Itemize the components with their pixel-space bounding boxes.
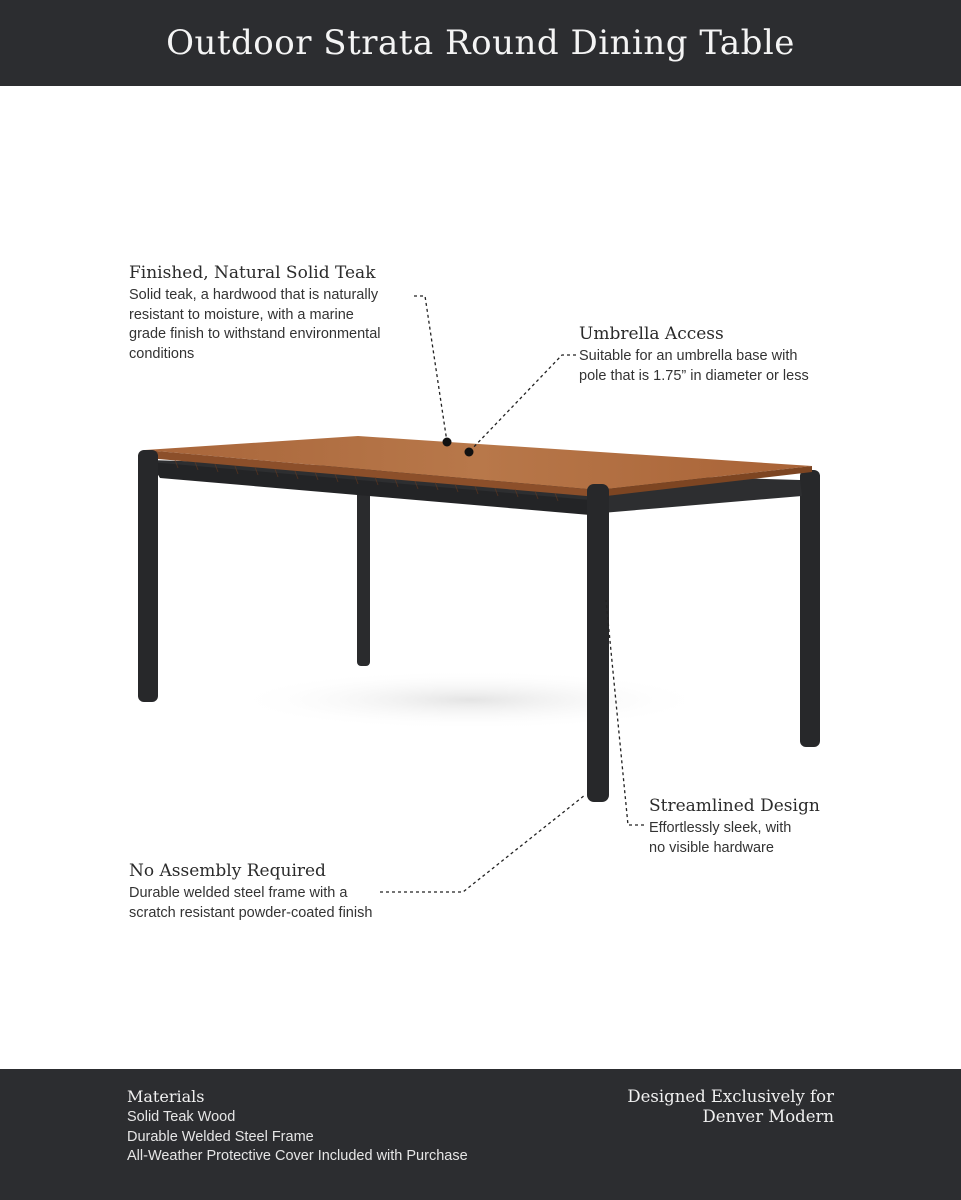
callout-teak-line: resistant to moisture, with a marine — [129, 306, 354, 323]
callout-teak-line: grade finish to withstand environmental — [129, 326, 381, 342]
callout-streamlined-line: no visible hardware — [649, 839, 774, 856]
callout-umbrella-line: pole that is 1.75” in diameter or less — [579, 367, 809, 384]
back-right-leg — [800, 470, 820, 747]
callout-umbrella — [579, 324, 809, 386]
callout-assembly — [129, 861, 372, 923]
anchor-dot-teak — [443, 438, 452, 447]
leader-assembly — [380, 795, 585, 892]
callout-teak-title: Finished, Natural Solid Teak — [129, 263, 376, 283]
materials-item: All-Weather Protective Cover Included with Purchase — [127, 1148, 468, 1164]
callout-streamlined-desc — [649, 819, 820, 858]
materials-item: Durable Welded Steel Frame — [127, 1128, 314, 1145]
callout-streamlined-title: Streamlined Design — [649, 796, 820, 816]
callout-teak-line: Solid teak, a hardwood that is naturally — [129, 287, 379, 303]
page-title: Outdoor Strata Round Dining Table — [166, 23, 795, 63]
anchor-dot-umbrella — [465, 448, 474, 457]
callout-teak-line: conditions — [129, 345, 195, 362]
footer-bar — [0, 1069, 961, 1200]
materials-item: Solid Teak Wood — [127, 1109, 236, 1125]
callout-umbrella-title: Umbrella Access — [579, 324, 724, 344]
callout-umbrella-desc — [579, 347, 809, 386]
leader-teak — [414, 296, 447, 442]
callout-assembly-line: Durable welded steel frame with a — [129, 885, 348, 901]
materials-title: Materials — [127, 1087, 205, 1106]
back-left-leg — [357, 478, 370, 666]
callout-assembly-line: scratch resistant powder-coated finish — [129, 904, 373, 921]
designed-line: Designed Exclusively for — [627, 1087, 834, 1106]
callout-assembly-title: No Assembly Required — [129, 861, 326, 881]
callout-streamlined — [649, 796, 820, 858]
materials-section — [127, 1087, 468, 1167]
callout-streamlined-line: Effortlessly sleek, with — [649, 820, 792, 836]
front-left-leg — [138, 450, 158, 702]
designed-line: Denver Modern — [702, 1107, 834, 1126]
floor-shadow — [230, 670, 710, 730]
callout-umbrella-line: Suitable for an umbrella base with — [579, 348, 798, 364]
designed-by — [627, 1087, 834, 1127]
front-right-leg — [587, 484, 609, 802]
callout-teak — [129, 263, 380, 364]
callout-teak-desc — [129, 286, 380, 364]
callout-assembly-desc — [129, 884, 372, 923]
leader-umbrella — [469, 355, 576, 452]
